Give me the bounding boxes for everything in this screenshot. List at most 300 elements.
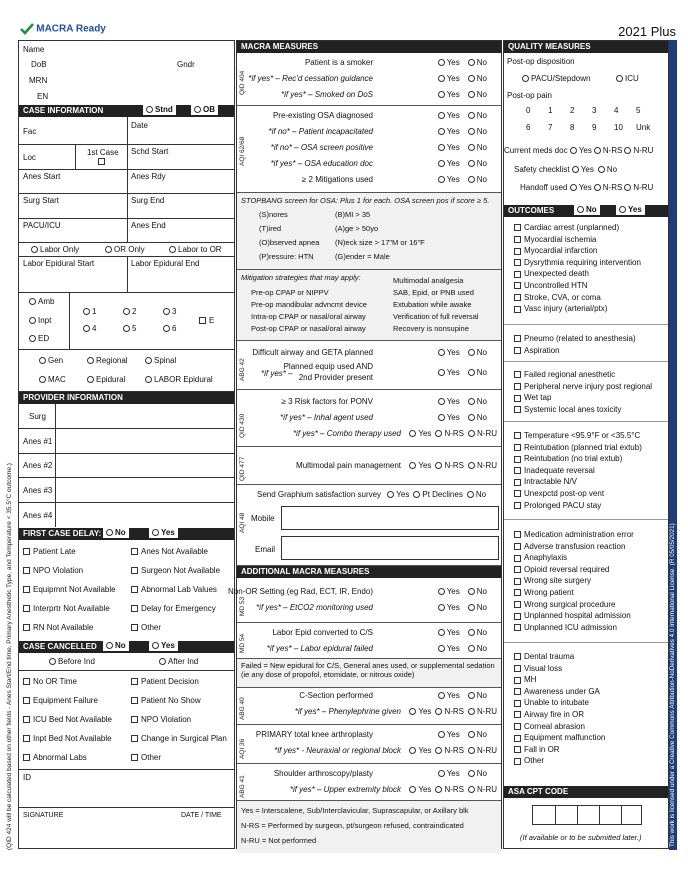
safety-checklist-row: Safety checklist Yes No [514, 165, 618, 174]
yes-option[interactable]: Yes [438, 730, 460, 739]
outcome-group-other [514, 651, 605, 767]
mitigation-item: Recovery is nonsupine [393, 324, 469, 333]
delay-item[interactable]: Abnormal Lab Values [131, 585, 217, 594]
md53-tag: MD 53 [239, 596, 246, 616]
outcomes-no-option[interactable]: No [574, 205, 600, 215]
schd-start-label: Schd Start [131, 147, 169, 156]
cancel-item[interactable]: Equipment Failure [23, 696, 98, 705]
amb-option[interactable]: Amb [29, 297, 54, 306]
mitigation-item: Pre-op CPAP or NIPPV [251, 288, 329, 297]
no-option[interactable]: No [468, 587, 487, 596]
mitigation-box [237, 270, 501, 341]
first-case-label[interactable]: 1st Case [87, 148, 119, 166]
asa-5-option[interactable]: 5 [123, 324, 136, 333]
no-option[interactable]: No [468, 368, 487, 377]
outcome-item[interactable]: Awareness under GA [514, 686, 605, 698]
incapacitated-question: *if no* – Patient incapacitated [268, 127, 373, 136]
yes-option[interactable]: Yes [572, 165, 594, 174]
outcome-item[interactable]: Pneumo (related to anesthesia) [514, 333, 636, 345]
nru-option[interactable]: N-RU [468, 707, 497, 716]
outcome-item[interactable]: Vasc injury (arterial/ptx) [514, 303, 641, 315]
graphium-survey-row: Send Graphium satisfaction survey Yes Pt Declines No [257, 490, 487, 499]
outcome-item[interactable]: Equipment malfunction [514, 732, 605, 744]
outcome-item[interactable]: Systemic local anes toxicity [514, 404, 652, 416]
outcome-item[interactable]: Anaphylaxis [514, 552, 634, 564]
no-option[interactable]: No [468, 90, 487, 99]
logo [20, 23, 106, 37]
no-option[interactable]: No [468, 348, 487, 357]
gen-option[interactable]: Gen [39, 356, 63, 365]
aqi36-tag: AQI 36 [239, 738, 246, 759]
abg41-section [237, 764, 501, 800]
outcomes-header: OUTCOMES No Yes [504, 205, 668, 217]
etco2-question: *if yes* – EtCO2 monitoring used [256, 603, 373, 612]
nrs-option[interactable]: N-RS [435, 785, 464, 794]
outcome-item[interactable]: Unable to intubate [514, 697, 605, 709]
stopbang-title: STOPBANG screen for OSA: Plus 1 for each. OSA screen pos if score ≥ 5. [241, 196, 490, 205]
labor-to-or-option[interactable]: Labor to OR [169, 245, 222, 254]
no-option[interactable]: No [468, 143, 487, 152]
anes-start-label: Anes Start [23, 172, 61, 181]
nrs-option[interactable]: N-RS [435, 746, 464, 755]
md54-section [237, 623, 501, 657]
or-only-option[interactable]: OR Only [105, 245, 145, 254]
pain-score[interactable]: 3 [592, 106, 597, 115]
delay-item[interactable]: RN Not Available [23, 623, 93, 632]
outcome-item[interactable]: Wrong surgical procedure [514, 599, 634, 611]
no-option[interactable]: No [468, 397, 487, 406]
stopbang-item: (P)ressure: HTN [259, 252, 314, 261]
ed-option[interactable]: ED [29, 334, 49, 343]
right-column [503, 40, 669, 849]
mitigation-item: Intra-op CPAP or nasal/oral airway [251, 312, 366, 321]
delay-item[interactable]: NPO Violation [23, 566, 83, 575]
pain-score[interactable]: 5 [636, 106, 641, 115]
before-ind-option[interactable]: Before Ind [49, 657, 95, 666]
upper-extremity-question: *if yes* – Upper extremity block [289, 785, 401, 794]
pain-score[interactable]: 6 [526, 123, 531, 132]
nru-option[interactable]: N-RU [468, 461, 497, 470]
outcome-item[interactable]: MH [514, 674, 605, 686]
yes-option[interactable]: Yes [438, 58, 460, 67]
yes-option[interactable]: Yes [438, 159, 460, 168]
yes-option[interactable]: Yes [409, 707, 431, 716]
qid404-section [237, 53, 501, 106]
mobile-label: Mobile [251, 514, 275, 523]
provider-rows [19, 404, 234, 527]
cancel-items [19, 671, 234, 770]
outcome-item[interactable]: Aspiration [514, 345, 636, 357]
labor-options [19, 242, 234, 257]
case-info-header: CASE INFORMATION Stnd OB [19, 105, 234, 117]
stopbang-box [237, 192, 501, 270]
yes-option[interactable]: Yes [438, 644, 460, 653]
mrn-label: MRN [29, 76, 48, 85]
outcome-item[interactable]: Wrong patient [514, 587, 634, 599]
no-option[interactable]: No [468, 603, 487, 612]
en-label: EN [37, 92, 49, 101]
outcome-item[interactable]: Prolonged PACU stay [514, 500, 642, 512]
yes-option[interactable]: Yes [438, 127, 460, 136]
abg42-tag: ABG 42 [239, 358, 246, 381]
epidural-option[interactable]: Epidural [87, 375, 125, 384]
smoked-dos-question: *if yes* – Smoked on DoS [280, 90, 373, 99]
mitigation-title: Mitigation strategies that may apply: [241, 273, 361, 282]
outcome-item[interactable]: Stroke, CVA, or coma [514, 292, 641, 304]
labor-epi-start-label: Labor Epidural Start [23, 259, 95, 268]
spinal-option[interactable]: Spinal [145, 356, 176, 365]
asa-4-option[interactable]: 4 [83, 324, 96, 333]
quality-measures-header: QUALITY MEASURES [504, 41, 668, 53]
outcome-item[interactable]: Medication administration error [514, 529, 634, 541]
outcome-item[interactable]: Reintubation (planned trial extub) [514, 442, 642, 454]
delay-item[interactable]: Patient Late [23, 547, 76, 556]
mitigations-question: ≥ 2 Mitigations used [301, 175, 373, 184]
no-option[interactable]: No [468, 644, 487, 653]
first-case-delay-header: FIRST CASE DELAY: No Yes [19, 528, 234, 540]
cancel-no-option[interactable]: No [103, 641, 129, 651]
yes-option[interactable]: Yes [570, 146, 592, 155]
anes3-label: Anes #3 [23, 486, 53, 495]
yes-option[interactable]: Yes [438, 769, 460, 778]
cpt-code-header: ASA CPT CODE [504, 786, 668, 798]
legend-nrs: N-RS = Performed by surgeon, pt/surgeon refused, contraindicated [241, 821, 464, 830]
stopbang-item: (S)nores [259, 210, 288, 219]
outcome-item[interactable]: Failed regional anesthetic [514, 369, 652, 381]
ob-option[interactable]: OB [191, 105, 218, 115]
stnd-option[interactable]: Stnd [143, 105, 176, 115]
delay-item[interactable]: Interprtr Not Available [23, 604, 110, 613]
csection-question: C-Section performed [299, 691, 373, 700]
gender-label: Gndr [177, 60, 195, 69]
no-option[interactable]: No [468, 730, 487, 739]
ponv-risk-question: ≥ 3 Risk factors for PONV [281, 397, 373, 406]
after-ind-option[interactable]: After Ind [159, 657, 198, 666]
outcome-item[interactable]: Myocardial ischemia [514, 234, 641, 246]
shoulder-question: Shoulder arthroscopy/plasty [273, 769, 373, 778]
nrs-option[interactable]: N-RS [594, 146, 623, 155]
inpt-option[interactable]: Inpt [29, 316, 51, 325]
phenylephrine-question: *if yes* – Phenylephrine given [294, 707, 401, 716]
patient-class-asa [19, 292, 234, 350]
abg42-ifyes: *if yes* – [261, 369, 293, 378]
nru-option[interactable]: N-RU [624, 183, 653, 192]
cancel-item[interactable]: ICU Bed Not Available [23, 715, 112, 724]
yes-option[interactable]: Yes [438, 143, 460, 152]
smoker-question: Patient is a smoker [304, 58, 373, 67]
mitigation-item: SAB, Epid, or PNB used [393, 288, 474, 297]
multimodal-pain-question: Multimodal pain management [296, 461, 401, 470]
stopbang-item: (A)ge > 50yo [335, 224, 379, 233]
no-option[interactable]: No [468, 159, 487, 168]
delay-items [19, 541, 234, 637]
pain-score[interactable]: Unk [636, 123, 651, 132]
stopbang-item: (B)MI > 35 [335, 210, 371, 219]
handoff-row: Handoff used Yes N-RS N-RU [520, 183, 654, 192]
aqi48-section [237, 485, 501, 566]
delay-item[interactable]: Equipmnt Not Available [23, 585, 116, 594]
pain-score[interactable]: 8 [570, 123, 575, 132]
md54-tag: MD 54 [239, 633, 246, 653]
labor-epidural-option[interactable]: LABOR Epidural [145, 375, 213, 384]
pain-score[interactable]: 4 [614, 106, 619, 115]
no-option[interactable]: No [468, 175, 487, 184]
abg40-section [237, 686, 501, 725]
outcome-item[interactable]: Dental trauma [514, 651, 605, 663]
anesthetic-type [19, 349, 234, 392]
yes-option[interactable]: Yes [409, 461, 431, 470]
nrs-option[interactable]: N-RS [435, 707, 464, 716]
legend-nru: N-RU = Not performed [241, 836, 317, 845]
location-label: Loc [23, 153, 36, 162]
osa-diagnosed-question: Pre-existing OSA diagnosed [272, 111, 373, 120]
md53-section [228, 578, 501, 623]
middle-column [228, 40, 502, 849]
cancel-item[interactable]: Other [131, 753, 161, 762]
outcome-item[interactable]: Wrong site surgery [514, 575, 634, 587]
mitigation-item: Post-op CPAP or nasal/oral airway [251, 324, 366, 333]
no-option[interactable]: No [468, 769, 487, 778]
outcome-item[interactable]: Myocardial infarction [514, 245, 641, 257]
cancel-item[interactable]: Patient Decision [131, 677, 199, 686]
no-option[interactable]: No [468, 628, 487, 637]
surg-provider-label: Surg [29, 412, 46, 421]
anes1-label: Anes #1 [23, 437, 53, 446]
labor-epidural-times [19, 256, 234, 293]
signature-label: SIGNATURE [23, 812, 64, 819]
second-provider-label: 2nd Provider present [298, 373, 373, 382]
patient-block [19, 41, 234, 104]
pain-scale-row1 [526, 106, 658, 115]
anes4-label: Anes #4 [23, 511, 53, 520]
pain-score[interactable]: 1 [548, 106, 553, 115]
license-note: This work is licensed under a Creative Commons Attribution-NoDerivatives 4.0 International License. (R 05/05/2021) [669, 523, 676, 847]
surg-start-label: Surg Start [23, 196, 60, 205]
mobile-input[interactable] [281, 506, 499, 530]
form-year: 2021 Plus [618, 24, 676, 39]
delay-item[interactable]: Delay for Emergency [131, 604, 216, 613]
outcomes-yes-option[interactable]: Yes [616, 205, 645, 215]
delay-no-option[interactable]: No [103, 528, 129, 538]
asa-6-option[interactable]: 6 [163, 324, 176, 333]
knee-arthroplasty-question: PRIMARY total knee arthroplasty [255, 730, 373, 739]
nrs-option[interactable]: N-RS [435, 461, 464, 470]
case-cancelled-header: CASE CANCELLED No Yes [19, 641, 234, 653]
pain-score[interactable]: 7 [548, 123, 553, 132]
postop-disposition-label: Post-op disposition [507, 57, 575, 66]
abg42-section [237, 341, 501, 390]
outcome-group-safety [514, 529, 634, 633]
outcome-group-regional [514, 369, 652, 415]
non-or-setting-question: Non-OR Setting (eg Rad, ECT, IR, Endo) [228, 587, 373, 596]
outcome-item[interactable]: Inadequate reversal [514, 465, 642, 477]
yes-option[interactable]: Yes [438, 175, 460, 184]
yes-option[interactable]: Yes [570, 183, 592, 192]
delay-item[interactable]: Surgeon Not Available [131, 566, 220, 575]
postop-pain-label: Post-op pain [507, 91, 552, 100]
icu-option[interactable]: ICU [616, 74, 639, 83]
yes-option[interactable]: Yes [409, 429, 431, 438]
cancel-item[interactable]: NPO Violation [131, 715, 191, 724]
failed-definition-note: Failed = New epidural for C/S, General anes used, or supplemental sedation (ie any dose of propofol, etomidate, or nitrous oxide) [237, 658, 501, 688]
qid477-tag: QID 477 [239, 456, 246, 481]
outcome-item[interactable]: Fall in OR [514, 744, 605, 756]
yes-option[interactable]: Yes [438, 90, 460, 99]
outcome-item[interactable]: Adverse transfusion reaction [514, 541, 634, 553]
asa-3-option[interactable]: 3 [163, 307, 176, 316]
yes-option[interactable]: Yes [438, 397, 460, 406]
first-case-checkbox[interactable] [98, 158, 105, 165]
outcome-item[interactable]: Peripheral nerve injury post regional [514, 381, 652, 393]
yes-option[interactable]: Yes [438, 587, 460, 596]
outcome-item[interactable]: Reintubation (no trial extub) [514, 453, 642, 465]
yes-option[interactable]: Yes [438, 413, 460, 422]
aqi62-tag: AQI 62/68 [239, 136, 246, 166]
labor-epid-cs-question: Labor Epid converted to C/S [272, 628, 373, 637]
nru-option[interactable]: N-RU [468, 429, 497, 438]
pt-declines-option[interactable]: Pt Declines [413, 490, 462, 499]
yes-option[interactable]: Yes [438, 603, 460, 612]
outcome-item[interactable]: Intractable N/V [514, 476, 642, 488]
pain-score[interactable]: 2 [570, 106, 575, 115]
nru-option[interactable]: N-RU [624, 146, 653, 155]
outcome-item[interactable]: Visual loss [514, 663, 605, 675]
yes-option[interactable]: Yes [438, 74, 460, 83]
delay-item[interactable]: Other [131, 623, 161, 632]
outcome-item[interactable]: Cardiac arrest (unplanned) [514, 222, 641, 234]
left-column [18, 40, 235, 849]
additional-measures-header: ADDITIONAL MACRA MEASURES [237, 566, 501, 578]
email-input[interactable] [281, 536, 499, 560]
inhal-agent-question: *if yes* – Inhal agent used [280, 413, 373, 422]
induction-timing [19, 654, 234, 671]
cancel-item[interactable]: Inpt Bed Not Available [23, 734, 112, 743]
yes-option[interactable]: Yes [438, 691, 460, 700]
date-time-label: DATE / TIME [181, 812, 222, 819]
outcome-item[interactable]: Unexpected death [514, 268, 641, 280]
mac-option[interactable]: MAC [39, 375, 66, 384]
cessation-question: *if yes* – Rec'd cessation guidance [248, 74, 373, 83]
nru-option[interactable]: N-RU [468, 785, 497, 794]
mitigation-item: Multimodal analgesia [393, 276, 464, 285]
mitigation-item: Extubation while awake [393, 300, 472, 309]
surg-end-label: Surg End [131, 196, 165, 205]
regional-option[interactable]: Regional [87, 356, 128, 365]
stopbang-item: (N)eck size > 17"M or 16"F [335, 238, 425, 247]
labor-epid-failed-question: *if yes* – Labor epidural failed [266, 644, 373, 653]
cancel-yes-option[interactable]: Yes [149, 641, 178, 651]
no-option[interactable]: No [468, 127, 487, 136]
pacu-option[interactable]: PACU/Stepdown [522, 74, 590, 83]
cancel-item[interactable]: Change in Surgical Plan [131, 734, 227, 743]
combo-therapy-question: *if yes* – Combo therapy used [292, 429, 401, 438]
pain-score[interactable]: 10 [614, 123, 623, 132]
outcome-item[interactable]: Other [514, 755, 605, 767]
outcome-item[interactable]: Unplanned ICU admission [514, 622, 634, 634]
outcome-item[interactable]: Opioid reversal required [514, 564, 634, 576]
outcome-item[interactable]: Wet tap [514, 392, 652, 404]
aqi36-section [237, 725, 501, 764]
outcome-item[interactable]: Unexpctd post-op vent [514, 488, 642, 500]
id-label: ID [23, 773, 31, 782]
no-option[interactable]: No [467, 490, 486, 499]
stopbang-item: (O)bserved apnea [259, 238, 320, 247]
asa-e-option[interactable]: E [199, 316, 214, 325]
logo-text: MACRA Ready [36, 23, 106, 35]
pain-scale-row2 [526, 123, 658, 132]
outcome-group-postop [514, 430, 642, 511]
planned-equip-label: Planned equip used AND [283, 362, 373, 371]
meds-doc-row: Current meds doc Yes N-RS N-RU [504, 146, 654, 155]
yes-option[interactable]: Yes [387, 490, 409, 499]
yes-option[interactable]: Yes [409, 785, 431, 794]
anes-end-label: Anes End [131, 221, 166, 230]
difficult-airway-question: Difficult airway and GETA planned [252, 348, 373, 357]
mitigation-item: Verification of full reversal [393, 312, 479, 321]
asa-1-option[interactable]: 1 [83, 307, 96, 316]
delay-yes-option[interactable]: Yes [149, 528, 178, 538]
yes-option[interactable]: Yes [438, 368, 460, 377]
delay-item[interactable]: Anes Not Available [131, 547, 208, 556]
stopbang-item: (G)ender = Male [335, 252, 390, 261]
outcome-item[interactable]: Airway fire in OR [514, 709, 605, 721]
nru-option[interactable]: N-RU [468, 746, 497, 755]
cancel-item[interactable]: No OR Time [23, 677, 77, 686]
outcome-item[interactable]: Temperature <95.9°F or <35.5°C [514, 430, 642, 442]
dob-label: DoB [31, 60, 47, 69]
yes-option[interactable]: Yes [438, 111, 460, 120]
abg41-tag: ABG 41 [239, 775, 246, 798]
no-option[interactable]: No [468, 111, 487, 120]
yes-option[interactable]: Yes [438, 628, 460, 637]
pain-score[interactable]: 0 [526, 106, 531, 115]
aqi62-section [237, 106, 501, 190]
anes2-label: Anes #2 [23, 461, 53, 470]
no-option[interactable]: No [468, 413, 487, 422]
case-time-grid [19, 117, 234, 243]
legend-yes: Yes = Interscalene, Sub/Interclavicular, Suprascapular, or Axillary blk [241, 806, 469, 815]
yes-option[interactable]: Yes [438, 348, 460, 357]
outcome-item[interactable]: Dysrythmia requiring intervention [514, 257, 641, 269]
no-option[interactable]: No [468, 691, 487, 700]
qid477-section [237, 447, 501, 485]
outcome-item[interactable]: Uncontrolled HTN [514, 280, 641, 292]
cpt-code-input[interactable] [532, 805, 642, 825]
nrs-option[interactable]: N-RS [594, 183, 623, 192]
cancel-item[interactable]: Abnormal Labs [23, 753, 87, 762]
neuraxial-block-question: *if yes* - Neuraxial or regional block [274, 746, 401, 755]
macra-measures-header: MACRA MEASURES [237, 41, 501, 53]
check-logo-icon [20, 23, 34, 35]
no-option[interactable]: No [468, 58, 487, 67]
outcome-item[interactable]: Corneal abrasion [514, 721, 605, 733]
labor-only-option[interactable]: Labor Only [31, 245, 79, 254]
osa-education-question: *if yes* – OSA education doc [270, 159, 373, 168]
asa-2-option[interactable]: 2 [123, 307, 136, 316]
outcome-item[interactable]: Unplanned hospital admission [514, 610, 634, 622]
cancel-item[interactable]: Patient No Show [131, 696, 201, 705]
no-option[interactable]: No [468, 74, 487, 83]
yes-option[interactable]: Yes [409, 746, 431, 755]
abg40-tag: ABG 40 [239, 697, 246, 720]
no-option[interactable]: No [598, 165, 617, 174]
labor-epi-end-label: Labor Epidural End [131, 259, 200, 268]
block-legend [237, 800, 501, 853]
pain-score[interactable]: 9 [592, 123, 597, 132]
mitigation-item: Pre-op mandibular advncmt device [251, 300, 367, 309]
qid430-tag: QID 430 [239, 413, 246, 438]
nrs-option[interactable]: N-RS [435, 429, 464, 438]
